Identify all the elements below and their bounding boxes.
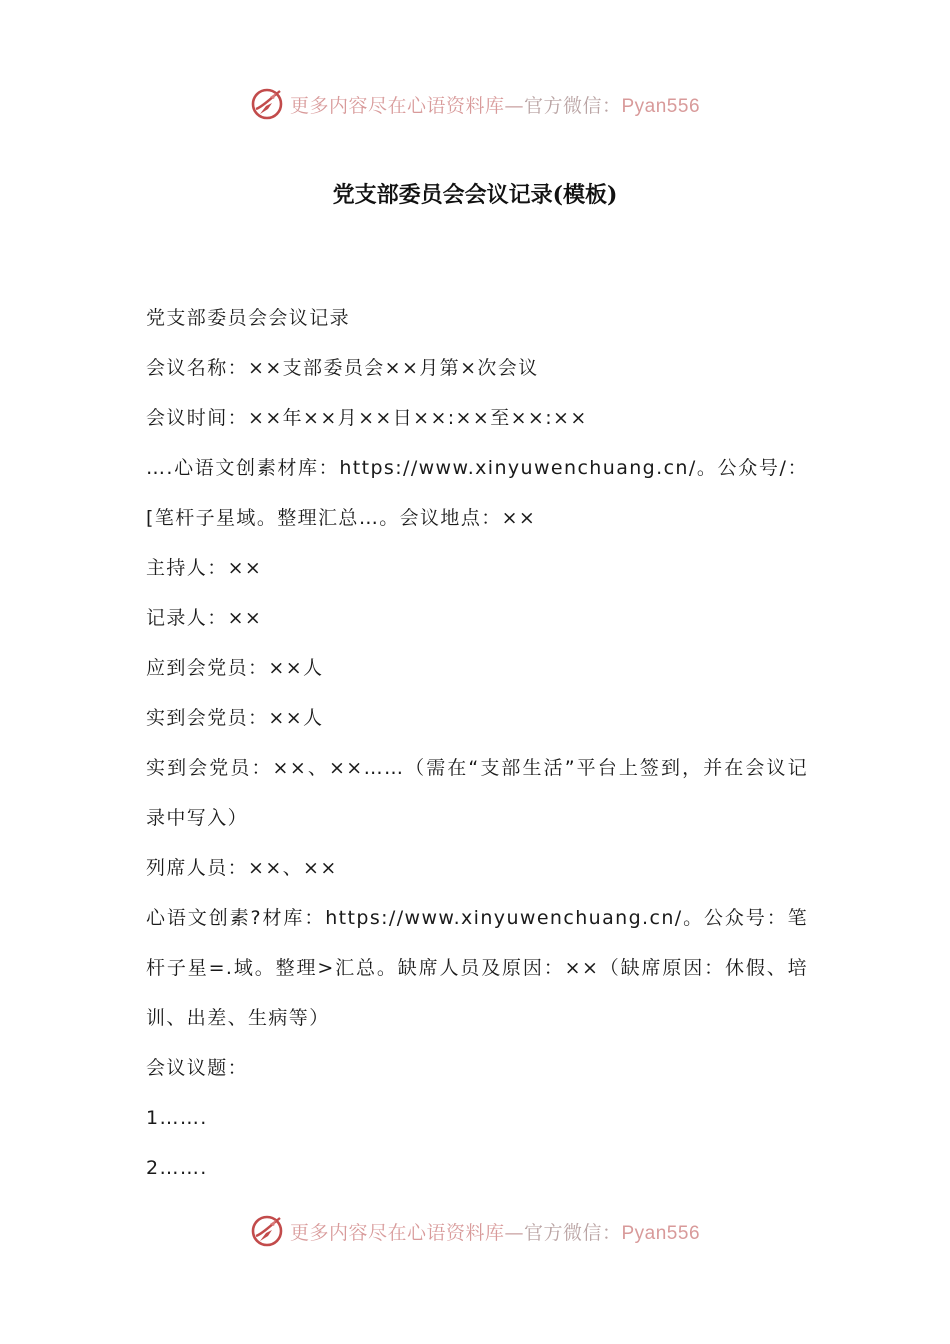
watermark-separator: —	[504, 94, 524, 117]
body-line: 会议名称：××支部委员会××月第×次会议	[146, 357, 539, 379]
body-line: 1…….	[146, 1107, 208, 1129]
watermark-wechat-id: Pyan556	[621, 1222, 701, 1244]
footer-watermark	[0, 1211, 950, 1251]
document-title: 党支部委员会会议记录(模板)	[332, 182, 618, 208]
body-line: 应到会党员：××人	[146, 657, 324, 679]
header-watermark	[0, 84, 950, 124]
watermark-text	[290, 1218, 700, 1245]
watermark-label: 官方微信：	[523, 1221, 622, 1244]
watermark-text	[290, 91, 700, 118]
body-line: 会议时间：××年××月××日××:××至××:××	[146, 407, 588, 429]
watermark-brand: 更多内容尽在心语资料库	[289, 94, 505, 117]
body-line: 实到会党员：××、××……（需在“支部生活”平台上签到，并在会议记录中写入）	[146, 757, 808, 829]
quill-logo-icon	[250, 1214, 284, 1248]
body-line: 会议议题：	[146, 1057, 249, 1079]
body-line: 记录人：××	[146, 607, 263, 629]
document-body	[146, 293, 808, 1193]
watermark-separator: —	[504, 1221, 524, 1244]
body-line: 实到会党员：××人	[146, 707, 324, 729]
body-line: 党支部委员会会议记录	[146, 307, 351, 329]
body-line: 2…….	[146, 1157, 208, 1179]
watermark-label: 官方微信：	[523, 94, 622, 117]
body-line: 主持人：××	[146, 557, 263, 579]
body-line: 列席人员：××、××	[146, 857, 338, 879]
watermark-brand: 更多内容尽在心语资料库	[289, 1221, 505, 1244]
quill-logo-icon	[250, 87, 284, 121]
body-line: ….心语文创素材库：https://www.xinyuwenchuang.cn/。公众号/：[笔杆子星域。整理汇总…。会议地点：××	[146, 457, 808, 529]
body-line: 心语文创素?材库：https://www.xinyuwenchuang.cn/。公众号：笔杆子星=.域。整理>汇总。缺席人员及原因：××（缺席原因：休假、培训、出差、生病等）	[146, 907, 808, 1029]
watermark-wechat-id: Pyan556	[621, 95, 701, 117]
